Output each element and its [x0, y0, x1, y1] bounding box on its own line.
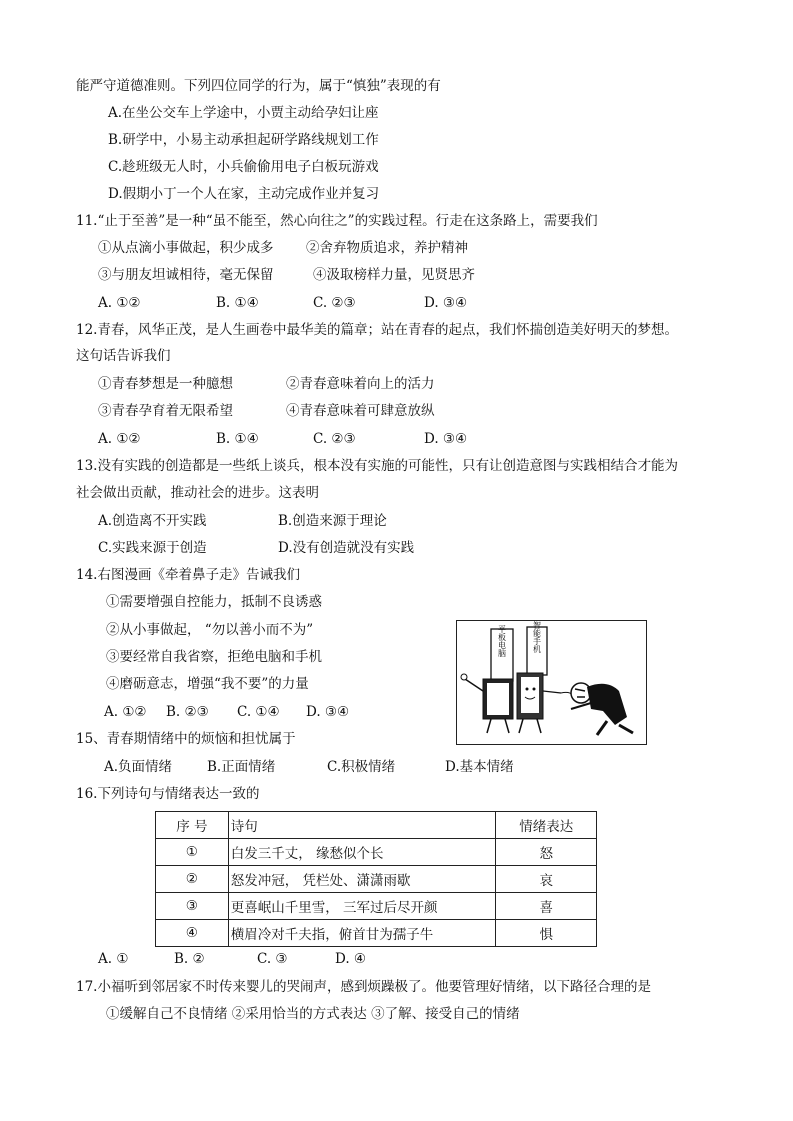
q14-item-3: ③要经常自我省察，拒绝电脑和手机 — [106, 649, 322, 665]
q11-choice-c: C. ②③ — [313, 295, 356, 311]
person-figure — [571, 683, 633, 735]
q11-choice-d: D. ③④ — [424, 295, 468, 311]
q15-stem: 15、青春期情绪中的烦恼和担忧属于 — [76, 731, 296, 747]
q16-choice-b: B. ② — [174, 951, 205, 967]
q13-stem-line2: 社会做出贡献，推动社会的进步。这表明 — [76, 485, 319, 501]
q12-choice-c: C. ②③ — [313, 431, 356, 447]
q14-choice-c: C. ①④ — [237, 704, 280, 720]
q10-option-c: C.趁班级无人时，小兵偷偷用电子白板玩游戏 — [108, 159, 379, 175]
q16-choice-c: C. ③ — [257, 951, 288, 967]
q11-item-3: ③与朋友坦诚相待，毫无保留 — [98, 267, 274, 283]
tablet-label: 平板电脑 — [497, 625, 507, 657]
q11-item-1: ①从点滴小事做起，积少成多 — [98, 240, 274, 256]
q12-item-1: ①青春梦想是一种臆想 — [98, 376, 233, 392]
q12-stem-line2: 这句话告诉我们 — [76, 348, 171, 364]
q16-stem: 16.下列诗句与情绪表达一致的 — [76, 786, 260, 802]
phone-label: 智能手机 — [532, 621, 542, 653]
q16-choice-a: A. ① — [98, 951, 129, 967]
q11-item-4: ④汲取榜样力量，见贤思齐 — [313, 267, 475, 283]
q12-item-4: ④青春意味着可肆意放纵 — [286, 403, 435, 419]
q10-option-d: D.假期小丁一个人在家，主动完成作业并复习 — [108, 186, 380, 202]
q13-option-b: B.创造来源于理论 — [278, 513, 387, 529]
q17-stem: 17.小福听到邻居家不时传来婴儿的哭闹声，感到烦躁极了。他要管理好情绪，以下路径合理的是 — [76, 979, 651, 995]
table-row — [156, 920, 597, 947]
q13-option-c: C.实践来源于创造 — [98, 540, 207, 556]
header-emotion: 情绪表达 — [496, 812, 597, 839]
phone-figure — [517, 621, 561, 733]
q14-choice-b: B. ②③ — [166, 704, 209, 720]
q10-option-a: A.在坐公交车上学途中，小贾主动给孕妇让座 — [108, 105, 379, 121]
table-row — [156, 839, 597, 866]
q12-choice-a: A. ①② — [98, 431, 141, 447]
q14-choice-d: D. ③④ — [306, 704, 350, 720]
q14-item-4: ④磨砺意志，增强“我不要”的力量 — [106, 676, 309, 692]
row-emotion: 怒 — [496, 839, 597, 866]
q12-item-2: ②青春意味着向上的活力 — [286, 376, 435, 392]
row-poem: 横眉冷对千夫指，俯首甘为孺子牛 — [228, 920, 496, 947]
q13-option-a: A.创造离不开实践 — [98, 513, 207, 529]
row-emotion: 喜 — [496, 893, 597, 920]
row-poem: 更喜岷山千里雪， 三军过后尽开颜 — [228, 893, 496, 920]
q15-option-a: A.负面情绪 — [104, 759, 173, 775]
q12-choice-b: B. ①④ — [216, 431, 259, 447]
cartoon-led-by-the-nose — [456, 620, 647, 745]
q12-choice-d: D. ③④ — [424, 431, 468, 447]
tablet-figure — [461, 625, 513, 733]
row-emotion: 哀 — [496, 866, 597, 893]
table-header-row — [156, 812, 597, 839]
q11-choice-a: A. ①② — [98, 295, 141, 311]
q12-item-3: ③青春孕育着无限希望 — [98, 403, 233, 419]
row-poem: 怒发冲冠， 凭栏处、潇潇雨歇 — [228, 866, 496, 893]
q14-item-1: ①需要增强自控能力，抵制不良诱惑 — [106, 594, 322, 610]
row-poem: 白发三千丈， 缘愁似个长 — [228, 839, 496, 866]
table-row — [156, 893, 597, 920]
header-poem: 诗句 — [228, 812, 496, 839]
q11-stem: 11.“止于至善”是一种“虽不能至，然心向往之”的实践过程。行走在这条路上，需要我们 — [76, 213, 598, 229]
q11-item-2: ②舍弃物质追求，养护精神 — [306, 240, 468, 256]
q13-option-d: D.没有创造就没有实践 — [278, 540, 415, 556]
cartoon-drawing — [457, 621, 646, 744]
row-index: ① — [156, 839, 229, 866]
q16-choice-d: D. ④ — [335, 951, 367, 967]
poem-emotion-table — [155, 811, 597, 947]
row-index: ③ — [156, 893, 229, 920]
table-row — [156, 866, 597, 893]
q14-stem: 14.右图漫画《牵着鼻子走》告诫我们 — [76, 567, 300, 583]
q14-item-2: ②从小事做起， “勿以善小而不为” — [106, 622, 314, 638]
q11-choice-b: B. ①④ — [216, 295, 259, 311]
header-index: 序 号 — [156, 812, 229, 839]
q15-option-d: D.基本情绪 — [445, 759, 514, 775]
q13-stem-line1: 13.没有实践的创造都是一些纸上谈兵，根本没有实施的可能性，只有让创造意图与实践相结合才能为 — [76, 458, 678, 474]
q17-items: ①缓解自己不良情绪 ②采用恰当的方式表达 ③了解、接受自己的情绪 — [106, 1006, 520, 1022]
q10-option-b: B.研学中，小易主动承担起研学路线规划工作 — [108, 132, 379, 148]
q10-stem: 能严守道德准则。下列四位同学的行为，属于“慎独”表现的有 — [76, 78, 441, 94]
q14-choice-a: A. ①② — [104, 704, 147, 720]
row-index: ④ — [156, 920, 229, 947]
q15-option-b: B.正面情绪 — [207, 759, 276, 775]
q12-stem-line1: 12.青春，风华正茂，是人生画卷中最华美的篇章；站在青春的起点，我们怀揣创造美好明天的梦想。 — [76, 322, 678, 338]
row-index: ② — [156, 866, 229, 893]
q15-option-c: C.积极情绪 — [327, 759, 396, 775]
row-emotion: 惧 — [496, 920, 597, 947]
